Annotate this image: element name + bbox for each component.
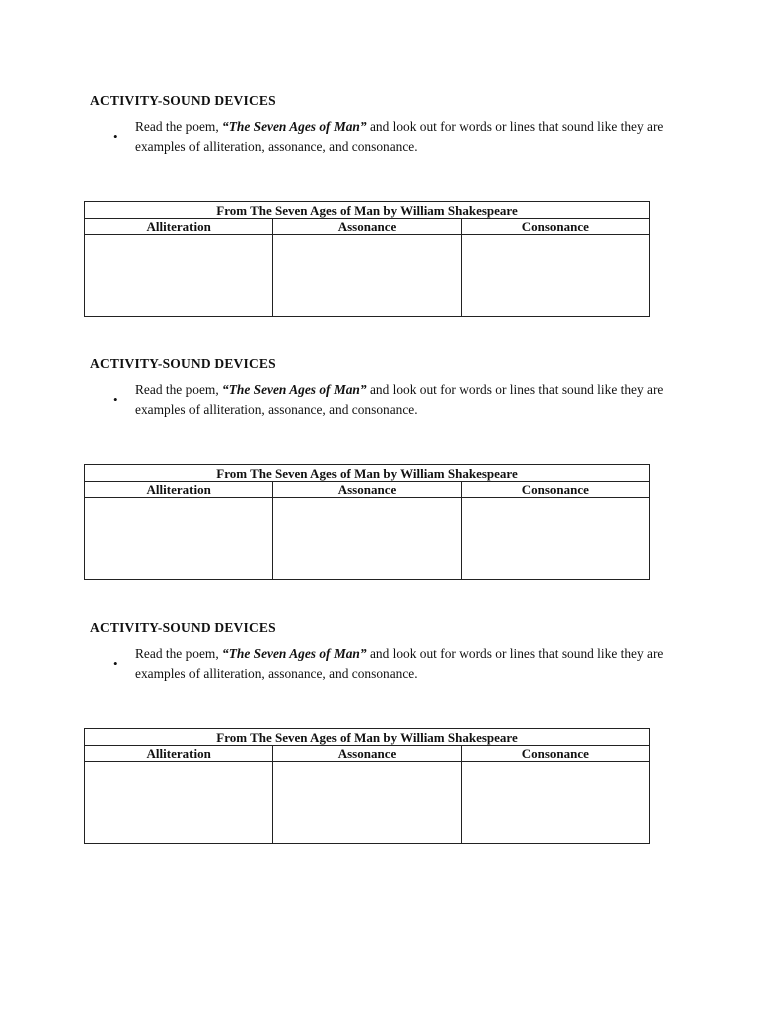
bullet-icon: • (113, 129, 118, 144)
column-header-assonance: Assonance (273, 219, 461, 235)
instruction-prefix: Read the poem, (135, 119, 223, 134)
activity-heading: ACTIVITY-SOUND DEVICES (90, 356, 276, 371)
poem-title: “The Seven Ages of Man” (222, 646, 367, 661)
instruction-suffix: and look out for words or lines that sound like they are examples of alliteration, assonance, and consonance. (135, 646, 664, 681)
column-header-assonance: Assonance (273, 746, 461, 762)
alliteration-answer-cell[interactable] (85, 762, 273, 844)
consonance-answer-cell[interactable] (461, 235, 649, 317)
column-header-alliteration: Alliteration (85, 746, 273, 762)
instruction-text (135, 644, 675, 683)
table-title: From The Seven Ages of Man by William Shakespeare (85, 202, 650, 219)
activity-heading: ACTIVITY-SOUND DEVICES (90, 620, 276, 635)
alliteration-answer-cell[interactable] (85, 235, 273, 317)
column-header-consonance: Consonance (461, 482, 649, 498)
instruction-suffix: and look out for words or lines that sound like they are examples of alliteration, assonance, and consonance. (135, 119, 664, 154)
table-title: From The Seven Ages of Man by William Shakespeare (85, 729, 650, 746)
instruction-text (135, 380, 675, 419)
instruction-text (135, 117, 675, 156)
poem-title: “The Seven Ages of Man” (222, 382, 367, 397)
instruction-prefix: Read the poem, (135, 382, 223, 397)
alliteration-answer-cell[interactable] (85, 498, 273, 580)
assonance-answer-cell[interactable] (273, 498, 461, 580)
sound-devices-table (84, 728, 650, 844)
assonance-answer-cell[interactable] (273, 762, 461, 844)
poem-title: “The Seven Ages of Man” (222, 119, 367, 134)
activity-heading: ACTIVITY-SOUND DEVICES (90, 93, 276, 108)
column-header-consonance: Consonance (461, 746, 649, 762)
assonance-answer-cell[interactable] (273, 235, 461, 317)
column-header-assonance: Assonance (273, 482, 461, 498)
column-header-alliteration: Alliteration (85, 219, 273, 235)
bullet-icon: • (113, 656, 118, 671)
instruction-suffix: and look out for words or lines that sound like they are examples of alliteration, assonance, and consonance. (135, 382, 664, 417)
sound-devices-table (84, 464, 650, 580)
instruction-prefix: Read the poem, (135, 646, 223, 661)
consonance-answer-cell[interactable] (461, 762, 649, 844)
bullet-icon: • (113, 392, 118, 407)
column-header-consonance: Consonance (461, 219, 649, 235)
sound-devices-table (84, 201, 650, 317)
consonance-answer-cell[interactable] (461, 498, 649, 580)
table-title: From The Seven Ages of Man by William Shakespeare (85, 465, 650, 482)
column-header-alliteration: Alliteration (85, 482, 273, 498)
